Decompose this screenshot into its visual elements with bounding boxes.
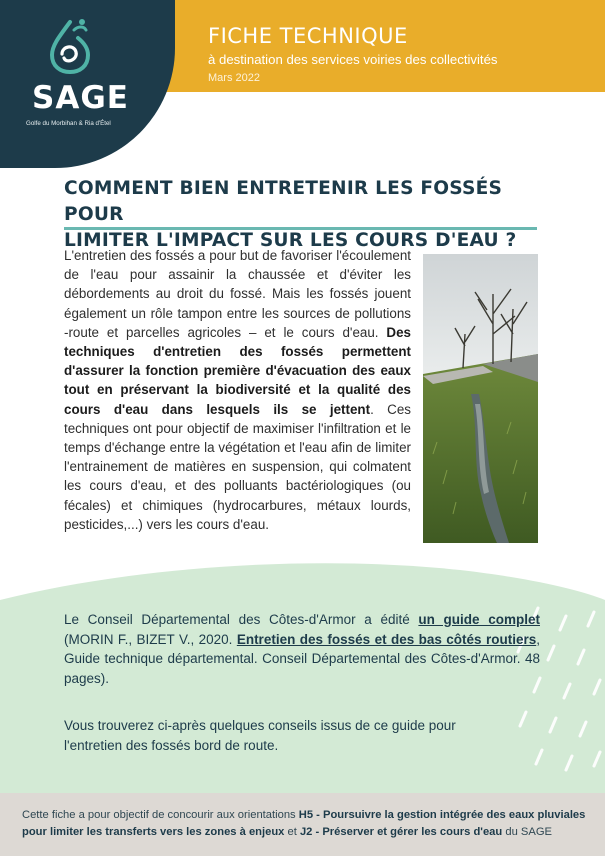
guide-link-complet[interactable]: un guide complet — [418, 612, 540, 627]
guide-text-c: , Guide technique départemental. Conseil Départemental des Côtes-d'Armor. 48 pages). — [64, 631, 540, 686]
guide-text-b: (MORIN F., BIZET V., 2020. — [64, 631, 237, 647]
title-underline — [64, 227, 537, 230]
guide-link-title[interactable]: Entretien des fossés et des bas côtés routiers — [236, 631, 537, 647]
advice-paragraph: Vous trouverez ci-après quelques conseils issus de ce guide pour l'entretien des fossés bord de route. — [64, 718, 456, 753]
logo-subtitle: Golfe du Morbihan & Ria d'Étel — [26, 120, 111, 127]
water-drop-logo-icon — [44, 16, 96, 74]
footer-text — [22, 807, 592, 841]
footer-orientation-h5-cont: pour limiter les transferts vers les zones à enjeux — [22, 826, 285, 838]
fiche-title: FICHE TECHNIQUE — [208, 24, 408, 48]
intro-paragraph — [64, 246, 411, 534]
footer-text-1a: Cette fiche a pour objectif de concourir aux orientations — [22, 809, 299, 821]
main-title — [64, 176, 544, 254]
footer-line-2 — [22, 824, 592, 841]
footer-orientation-j2: J2 - Préserver et gérer les cours d'eau — [299, 826, 503, 838]
ditch-photo — [423, 254, 538, 543]
footer-orientation-h5: H5 - Poursuivre la gestion intégrée des eaux pluviales — [298, 809, 586, 821]
guide-paragraph — [64, 610, 540, 688]
sage-logo — [0, 0, 175, 168]
main-title-line-1: COMMENT BIEN ENTRETENIR LES FOSSÉS POUR — [64, 178, 503, 225]
intro-text-1: L'entretien des fossés a pour but de favoriser l'écoulement de l'eau pour assainir la chaussée et d'éviter les débordements au droit du fossé. Mais les fossés jouent également un rôle tampon entre les sources de pollutions -route et parcelles agricoles – et le cours d'eau. — [64, 248, 411, 340]
footer-text-2b: et — [284, 826, 300, 838]
main-title-line-2: LIMITER L'IMPACT SUR LES COURS D'EAU ? — [64, 230, 517, 251]
fiche-date: Mars 2022 — [208, 72, 260, 84]
fiche-subtitle: à destination des services voiries des collectivités — [208, 52, 498, 67]
intro-bold-text: Des techniques d'entretien des fossés permettent d'assurer la fonction première d'évacuation des eaux tout en préservant la biodiversité et la qualité des cours d'eau dans lesquels ils se jettent — [64, 324, 411, 417]
footer-line-1 — [22, 807, 592, 824]
guide-text-a: Le Conseil Départemental des Côtes-d'Armor a édité — [64, 612, 419, 627]
footer-text-2d: du SAGE — [502, 826, 552, 838]
intro-text-2: . Ces techniques ont pour objectif de maximiser l'infiltration et le temps d'échange entre la végétation et l'eau afin de limiter l'entrainement de matières en suspension, qui colmatent les cours d'eau, et des polluants bactériologiques (ou fécales) et chimiques (hydrocarbures, métaux lourds, pesticides,...) vers les cours d'eau. — [64, 401, 411, 532]
logo-name: SAGE — [32, 80, 129, 116]
